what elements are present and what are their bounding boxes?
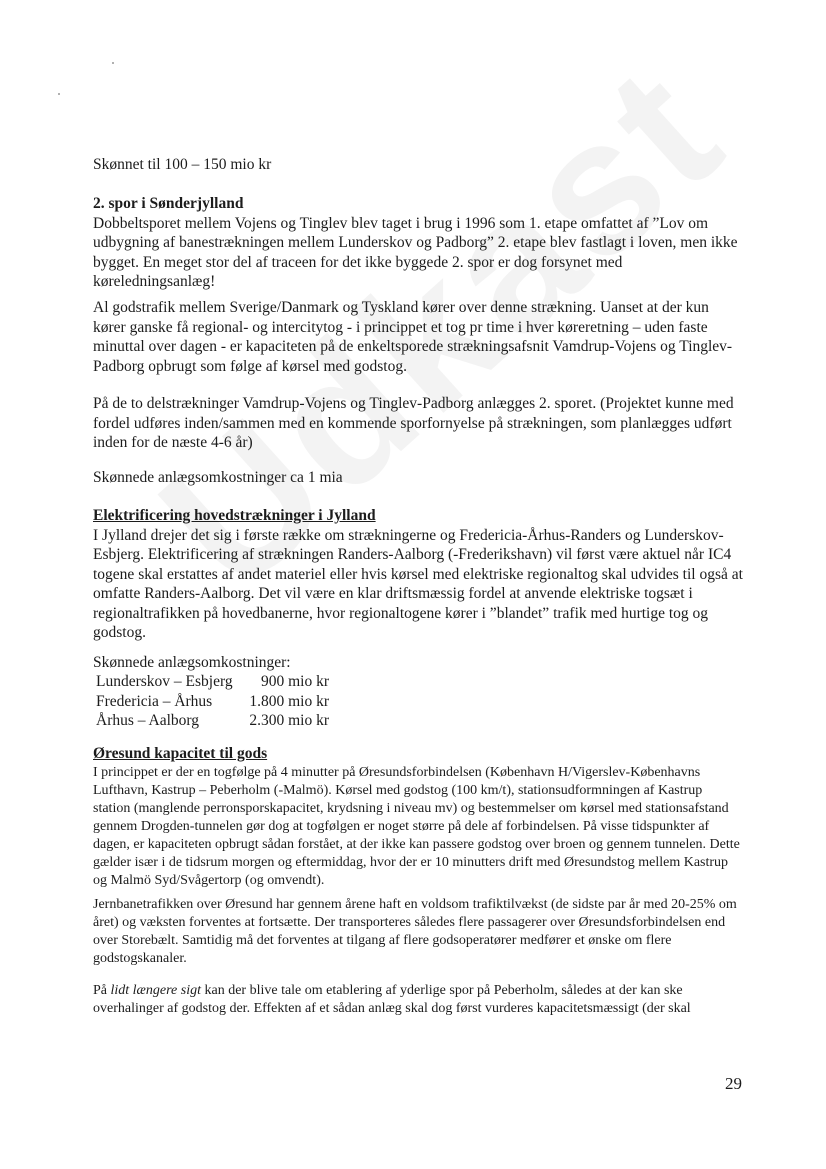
costs-table	[96, 672, 329, 731]
table-row	[96, 692, 329, 712]
scan-speck	[112, 62, 114, 64]
section-heading: 2. spor i Sønderjylland	[93, 195, 244, 212]
amount-cell: 2.300 mio kr	[249, 712, 329, 729]
paragraph: I princippet er der en togfølge på 4 minutter på Øresundsforbindelsen (København H/Vigerslev-Københavns Lufthavn, Kastrup – Peberholm (-Malmö). Kørsel med godstog (100 km/t), stationsudformningen af Kastrup station (manglende perronsporskapacitet, krydsning i niveau mv) og bestemmelser om kørsel med stationsafstand gennem Drogden-tunnelen gør dog at togfølgen er noget større på dele af forbindelsen. På visse tidspunkter af dagen, er kapaciteten opbrugt sådan forstået, at der ikke kan passere godstog over broen og gennem tunnelen. Dette gælder især i de tidsrum morgen og eftermiddag, hvor der er 10 minutters drift med Øresundstog mellem Kastrup og Malmö Syd/Svågertorp (og omvendt).	[93, 764, 740, 888]
amount-cell: 1.800 mio kr	[249, 692, 329, 710]
table-row	[96, 672, 329, 692]
paragraph: På lidt længere sigt kan der blive tale om etablering af yderlige spor på Peberholm, således at der kan ske overhalinger af godstog der. Effekten af et sådan anlæg skal dog først vurderes kapacitetsmæssigt (der skal	[93, 983, 691, 1016]
paragraph: Al godstrafik mellem Sverige/Danmark og Tyskland kører over denne strækning. Uanset at der kun kører ganske få regional- og intercitytog - i princippet et tog pr time i hver køreretning – uden faste minuttal over dagen - er kapaciteten på de enkeltsporede strækningsafsnit Vamdrup-Vojens og Tinglev-Padborg opbrugt som følge af kørsel med godstog.	[93, 299, 733, 375]
section-oresund-longterm	[93, 982, 743, 1018]
emphasis-text: lidt længere sigt	[110, 983, 201, 998]
paragraph: I Jylland drejer det sig i første række om strækningerne og Fredericia-Århus-Randers og Lunderskov-Esbjerg. Elektrificering af strækningen Randers-Aalborg (-Frederikshavn) vil først være aktuel når IC4 togene skal erstattes af andet materiel eller hvis kørsel med elektriske regionaltog skal udvides til også at omfatte Randers-Aalborg. Det vil være en klar driftsmæssig fordel at anvende elektriske togsæt i regionaltrafikken på hovedbanerne, hvor regionaltogene kører i ”blandet” trafik med hurtige tog og godstog.	[93, 526, 743, 641]
table-row	[96, 711, 329, 731]
route-cell: Lunderskov – Esbjerg	[96, 673, 233, 690]
scan-speck	[58, 93, 60, 95]
route-cell: Århus – Aalborg	[96, 712, 200, 729]
section-heading: Elektrificering hovedstrækninger i Jylland	[93, 507, 376, 524]
paragraph: Dobbeltsporet mellem Vojens og Tinglev blev taget i brug i 1996 som 1. etape omfattet af ”Lov om udbygning af banestrækningen mellem Lunderskov og Padborg” 2. etape blev fastlagt i loven, men ikke bygget. En meget stor del af traceen for det ikke byggede 2. spor er dog forsynet med køreledningsanlæg!	[93, 214, 738, 290]
route-cell: Fredericia – Århus	[96, 692, 213, 710]
costs-label: Skønnede anlægsomkostninger:	[93, 654, 291, 671]
section-double-track-traffic	[93, 298, 743, 376]
paragraph: Skønnede anlægsomkostninger ca 1 mia	[93, 469, 343, 486]
paragraph: På de to delstrækninger Vamdrup-Vojens og Tinglev-Padborg anlægges 2. sporet. (Projektet kunne med fordel udføres inden/sammen med en kommende sporfornyelse på strækningen, som planlægges udført inden for de næste 4-6 år)	[93, 395, 734, 451]
section-electrification	[93, 506, 743, 643]
section-double-track-cost	[93, 468, 743, 488]
estimate-line: Skønnet til 100 – 150 mio kr	[93, 156, 272, 173]
costs-label-block	[93, 653, 743, 673]
section-double-track-plan	[93, 394, 743, 453]
amount-cell: 900 mio kr	[260, 673, 329, 690]
paragraph: Jernbanetrafikken over Øresund har gennem årene haft en voldsom trafiktilvækst (de sidste par år med 20-25% om året) og væksten forventes at fortsætte. Der transporteres således flere passagerer over Øresundsforbindelsen end over Storebælt. Samtidig må det forventes at tilgang af flere godsoperatører medfører et ønske om flere godstogskanaler.	[93, 897, 737, 966]
section-double-track	[93, 194, 743, 292]
section-oresund-growth	[93, 896, 743, 968]
section-heading: Øresund kapacitet til gods	[93, 745, 268, 762]
section-oresund	[93, 744, 743, 890]
page-number: 29	[725, 1074, 742, 1093]
